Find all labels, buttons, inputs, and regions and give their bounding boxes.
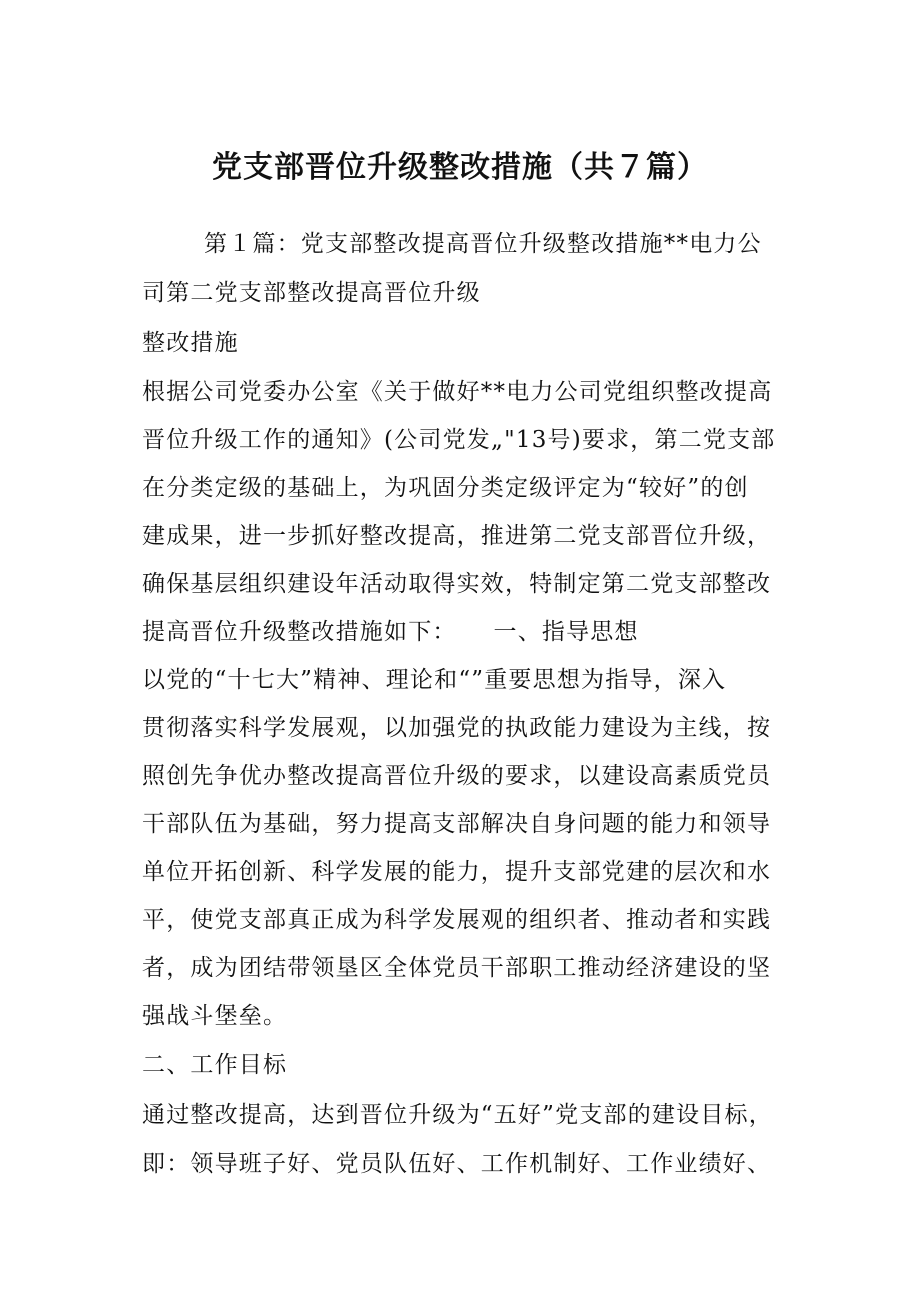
section-heading: 二、工作目标 — [142, 1052, 288, 1078]
paragraph-line: 建成果，进一步抓好整改提高，推进第二党支部晋位升级， — [142, 523, 772, 549]
paragraph-line: 即：领导班子好、党员队伍好、工作机制好、工作业绩好、 — [142, 1151, 772, 1177]
paragraph-line: 通过整改提高，达到晋位升级为“五好”党支部的建设目标， — [142, 1102, 773, 1128]
paragraph-line: 在分类定级的基础上，为巩固分类定级评定为“较好”的创 — [142, 475, 749, 501]
paragraph-line: 贯彻落实科学发展观，以加强党的执政能力建设为主线，按 — [142, 715, 772, 741]
paragraph-line: 第１篇：党支部整改提高晋位升级整改措施**电力公 — [204, 231, 762, 257]
paragraph-line: 晋位升级工作的通知》(公司党发„"13号)要求，第二党支部 — [142, 427, 776, 453]
paragraph-line: 整改措施 — [142, 330, 239, 356]
paragraph-line: 干部队伍为基础，努力提高支部解决自身问题的能力和领导 — [142, 811, 772, 837]
paragraph-line: 确保基层组织建设年活动取得实效，特制定第二党支部整改 — [142, 571, 772, 597]
paragraph-line: 平，使党支部真正成为科学发展观的组织者、推动者和实践 — [142, 907, 772, 933]
paragraph-line: 以党的“十七大”精神、理论和“”重要思想为指导，深入 — [142, 667, 727, 693]
paragraph-line: 司第二党支部整改提高晋位升级 — [142, 280, 481, 306]
paragraph-line: 根据公司党委办公室《关于做好**电力公司党组织整改提高 — [142, 379, 773, 405]
paragraph-line: 提高晋位升级整改措施如下： 一、指导思想 — [142, 619, 639, 645]
paragraph-line: 照创先争优办整改提高晋位升级的要求，以建设高素质党员 — [142, 763, 772, 789]
paragraph-line: 者，成为团结带领垦区全体党员干部职工推动经济建设的坚 — [142, 955, 772, 981]
paragraph-line: 单位开拓创新、科学发展的能力，提升支部党建的层次和水 — [142, 859, 772, 885]
paragraph-line: 强战斗堡垒。 — [142, 1003, 288, 1029]
document-title: 党支部晋位升级整改措施（共７篇） — [212, 150, 708, 185]
